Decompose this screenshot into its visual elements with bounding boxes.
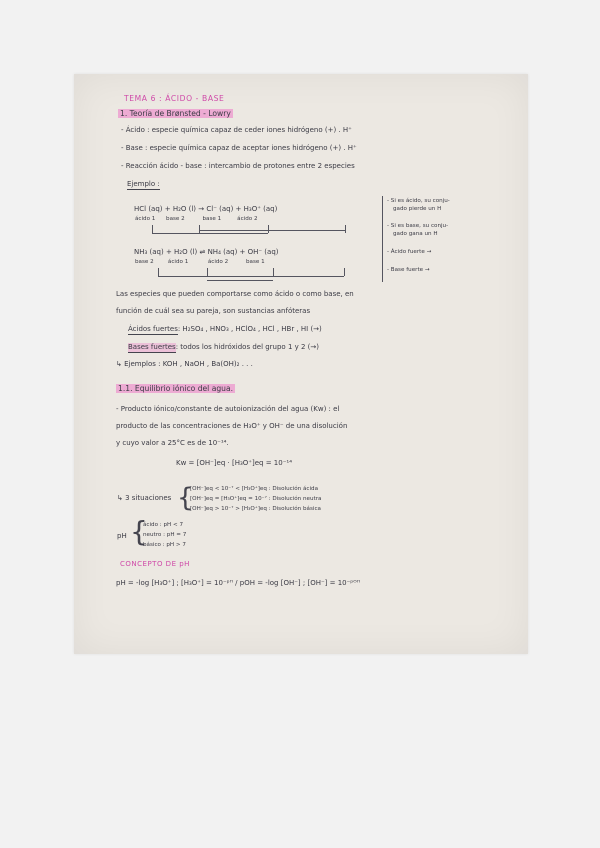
ph-basic: básico : pH > 7	[143, 542, 186, 548]
example-label: Ejemplo :	[127, 180, 160, 188]
curly-brace: {	[177, 483, 194, 513]
equation-2-labels: base 2 ácido 1 ácido 2 base 1	[135, 259, 265, 265]
bracket-mark	[207, 268, 208, 276]
situation-acid: [OH⁻]eq < 10⁻⁷ < [H₃O⁺]eq : Disolución ácida	[190, 486, 319, 492]
bracket-mark	[152, 225, 153, 233]
equation-1: HCl (aq) + H₂O (l) → Cl⁻ (aq) + H₃O⁺ (aq)	[134, 205, 278, 213]
page-title: TEMA 6 : ÁCIDO - BASE	[124, 94, 225, 103]
bracket-mark	[268, 225, 269, 233]
strong-acid-note: - Ácido fuerte →	[387, 249, 432, 255]
situation-basic: [OH⁻]eq > 10⁻⁷ > [H₃O⁺]eq : Disolución básica	[190, 506, 321, 512]
bracket-line	[199, 230, 345, 231]
conjugate-acid-note: - Si es ácido, su conju-	[387, 198, 450, 204]
conjugate-base-note: - Si es base, su conju-	[387, 223, 449, 229]
bracket-mark	[344, 268, 345, 276]
reaction-definition: - Reacción ácido - base : intercambio de protones entre 2 especies	[121, 162, 355, 170]
kw-formula: Kw = [OH⁻]eq · [H₃O⁺]eq = 10⁻¹⁴	[176, 459, 293, 467]
strong-bases: Bases fuertes: todos los hidróxidos del grupo 1 y 2 (→)	[128, 343, 319, 351]
conjugate-acid-note: gado pierde un H	[393, 206, 442, 212]
base-definition: - Base : especie química capaz de aceptar iones hidrógeno (+) . H⁺	[121, 144, 357, 152]
curly-brace: {	[130, 515, 148, 548]
bracket-line	[152, 233, 268, 234]
ph-concept-heading: CONCEPTO DE pH	[120, 560, 190, 568]
kw-definition: producto de las concentraciones de H₃O⁺ y OH⁻ de una disolución	[116, 422, 348, 430]
equation-1-labels: ácido 1 base 2 base 1 ácido 2	[135, 216, 258, 222]
ph-prefix: pH	[117, 532, 127, 540]
ph-formula: pH = -log [H₃O⁺] ; [H₃O⁺] = 10⁻ᵖᴴ / pOH = -log [OH⁻] ; [OH⁻] = 10⁻ᵖᴼᴴ	[116, 579, 361, 587]
section11-heading: 1.1. Equilibrio iónico del agua.	[118, 384, 234, 393]
kw-definition: y cuyo valor a 25°C es de 10⁻¹⁴.	[116, 439, 229, 447]
bracket-line	[207, 280, 273, 281]
ph-acid: ácido : pH < 7	[143, 522, 184, 528]
bracket-mark	[273, 268, 274, 276]
situation-neutral: [OH⁻]eq = [H₃O⁺]eq = 10⁻⁷ : Disolución neutra	[190, 496, 322, 502]
ph-neutral: neutro : pH = 7	[143, 532, 187, 538]
conjugate-base-note: gado gana un H	[393, 231, 438, 237]
bracket-line	[158, 276, 344, 277]
examples-list: ↳ Ejemplos : KOH , NaOH , Ba(OH)₂ . . .	[116, 360, 253, 368]
section1-heading: 1. Teoría de Brønsted - Lowry	[120, 109, 231, 118]
bracket-mark	[158, 268, 159, 276]
amphoteric-text: Las especies que pueden comportarse como ácido o como base, en	[116, 290, 354, 298]
situations-label: ↳ 3 situaciones	[117, 494, 172, 502]
strong-acids: Ácidos fuertes: H₂SO₄ , HNO₃ , HClO₄ , HCl , HBr , HI (→)	[128, 325, 322, 333]
side-divider	[382, 196, 383, 282]
bracket-mark	[199, 225, 200, 233]
acid-definition: - Ácido : especie química capaz de ceder iones hidrógeno (+) . H⁺	[121, 126, 352, 134]
amphoteric-text: función de cuál sea su pareja, son sustancias anfóteras	[116, 307, 311, 315]
kw-definition: - Producto iónico/constante de autoionización del agua (Kw) : el	[116, 405, 340, 413]
bracket-mark	[345, 225, 346, 233]
strong-base-note: - Base fuerte →	[387, 267, 430, 273]
equation-2: NH₃ (aq) + H₂O (l) ⇌ NH₄ (aq) + OH⁻ (aq)	[134, 248, 279, 256]
